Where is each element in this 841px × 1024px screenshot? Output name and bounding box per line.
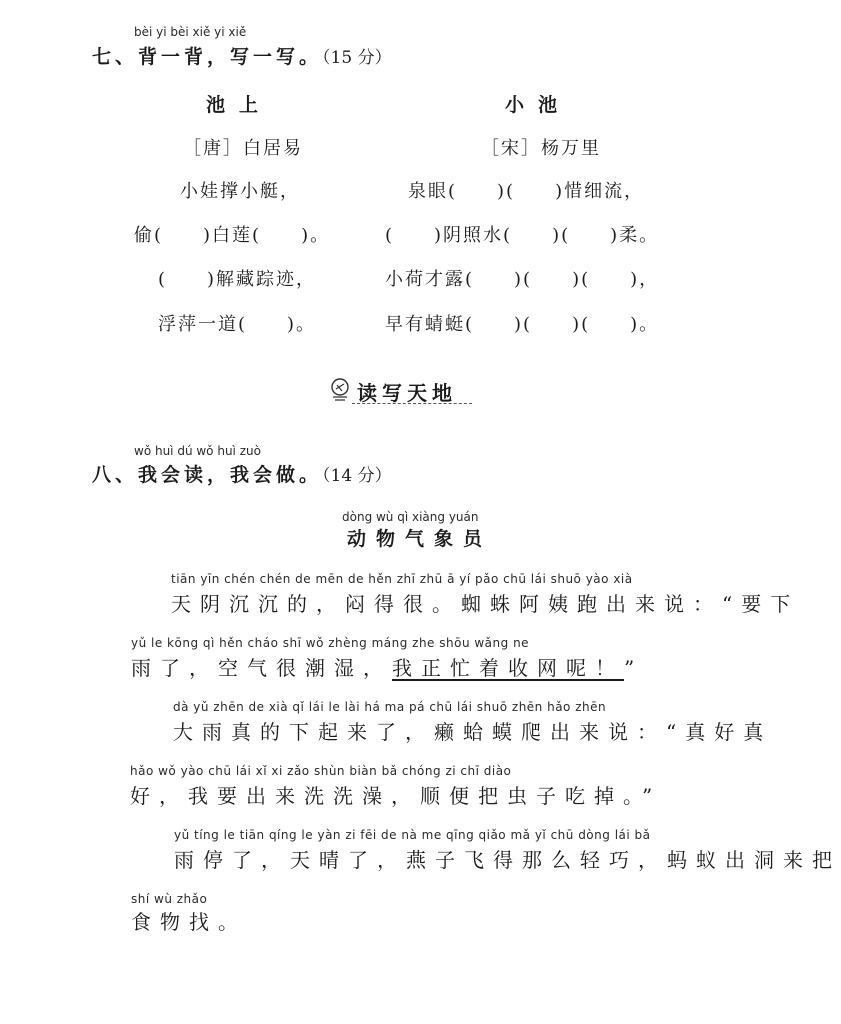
story-row-6-pinyin: shí wù zhǎo	[131, 892, 208, 906]
poem2-author: ［宋］杨万里	[481, 138, 601, 159]
poem2-title: 小池	[505, 94, 572, 116]
poem1-line-3: ( )解藏踪迹，	[158, 269, 317, 290]
poem1-title: 池上	[206, 94, 273, 116]
q7-points: （15 分）	[322, 48, 392, 68]
story-title-pinyin: dòng wù qì xiàng yuán	[342, 510, 479, 524]
poem1-line-1: 小娃撑小艇，	[180, 181, 300, 202]
poem1-line-2: 偷( )白莲( )。	[134, 225, 331, 246]
story-row-2	[131, 652, 643, 681]
section-title: 读写天地	[357, 381, 457, 405]
q8-points: （14 分）	[322, 466, 392, 486]
q8-number: 八、	[92, 464, 139, 486]
story-row-4-pinyin: hǎo wǒ yào chū lái xǐ xi zǎo shùn biàn bǎ chóng zi chī diào	[130, 764, 512, 778]
q8-pinyin: wǒ huì dú wǒ huì zuò	[134, 444, 261, 458]
story-row-5: 雨停了，天晴了，燕子飞得那么轻巧，蚂蚁出洞来把	[174, 848, 841, 872]
story-row-3: 大雨真的下起来了，癞蛤蟆爬出来说：“真好真	[173, 720, 773, 744]
poem2-line-2: ( )阴照水( )( )柔。	[385, 225, 660, 246]
q7-number: 七、	[92, 46, 139, 68]
poem2-line-4: 早有蜻蜓( )( )( )。	[385, 314, 660, 335]
q7-heading	[92, 42, 392, 69]
story-row-6: 食物找。	[131, 910, 247, 934]
reading-writing-icon	[329, 377, 351, 401]
poem1-line-4: 浮萍一道( )。	[158, 314, 317, 335]
story-row-2-pinyin: yǔ le kōng qì hěn cháo shī wǒ zhèng máng zhe shōu wǎng ne	[131, 636, 530, 650]
story-row-1-pinyin: tiān yīn chén chén de mēn de hěn zhī zhū ā yí pǎo chū lái shuō yào xià	[171, 572, 633, 586]
section-divider	[352, 403, 472, 404]
poem2-line-3: 小荷才露( )( )( )，	[385, 269, 660, 290]
story-row-4: 好，我要出来洗洗澡，顺便把虫子吃掉。”	[130, 784, 662, 808]
story-row-2-text: 雨了，空气很潮湿，	[131, 656, 392, 680]
q8-title: 我会读，我会做。	[138, 464, 323, 486]
q7-pinyin: bèi yi bèi xiě yi xiě	[134, 25, 247, 39]
q8-heading	[92, 460, 392, 487]
story-row-3-pinyin: dà yǔ zhēn de xià qǐ lái le lài há ma pá chū lái shuō zhēn hǎo zhēn	[173, 700, 607, 714]
story-row-2-underlined: 我正忙着收网呢！	[392, 656, 624, 680]
poem1-author: ［唐］白居易	[183, 138, 303, 159]
story-row-5-pinyin: yǔ tíng le tiān qíng le yàn zi fēi de nà me qīng qiǎo mǎ yǐ chū dòng lái bǎ	[174, 828, 651, 842]
story-title: 动物气象员	[347, 528, 493, 550]
poem2-line-1: 泉眼( )( )惜细流，	[408, 181, 645, 202]
story-row-1: 天阴沉沉的，闷得很。蜘蛛阿姨跑出来说：“要下	[171, 592, 800, 616]
q7-title: 背一背，写一写。	[138, 46, 323, 68]
story-row-2-tail: ”	[624, 656, 644, 680]
